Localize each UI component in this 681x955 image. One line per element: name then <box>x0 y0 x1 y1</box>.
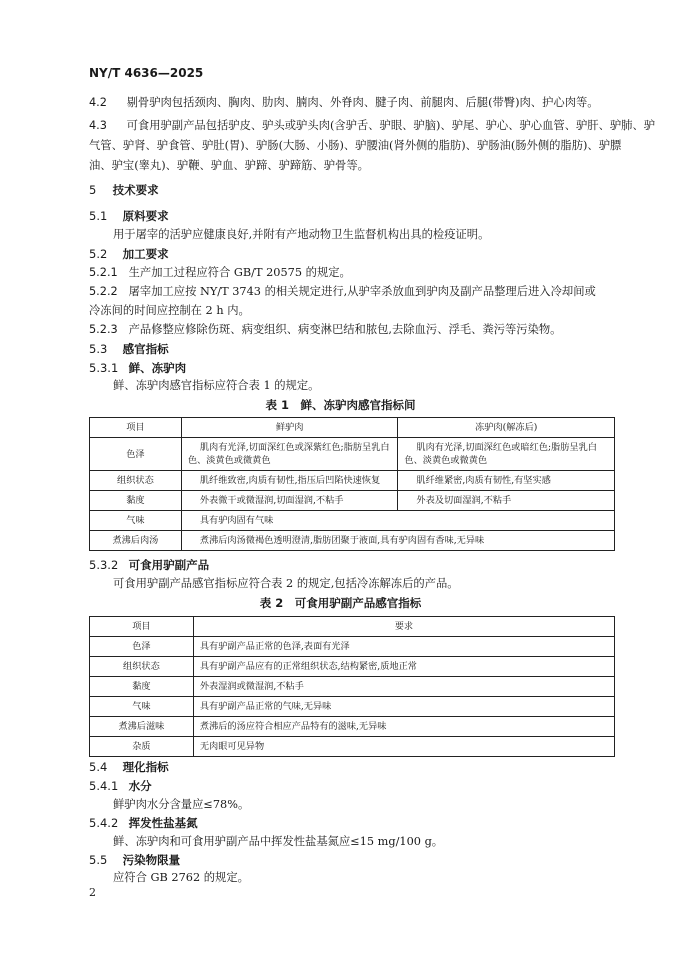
section-5-4-heading: 5.4 理化指标 <box>89 760 169 774</box>
table-row <box>90 697 615 717</box>
page-number: 2 <box>89 886 96 899</box>
clause-5-2-3: 5.2.3 产品修整应修除伤斑、病变组织、病变淋巴结和脓包,去除血污、浮毛、粪污等污染物。 <box>89 323 562 336</box>
table-cell: 具有驴副产品应有的正常组织状态,结构紧密,质地正常 <box>193 657 614 677</box>
section-5-1-text: 用于屠宰的活驴应健康良好,并附有产地动物卫生监督机构出具的检疫证明。 <box>113 228 490 241</box>
table-header-cell: 要求 <box>193 617 614 637</box>
table-cell: 外表微干或微湿润,切面湿润,不粘手 <box>181 491 398 511</box>
table-cell: 具有驴肉固有气味 <box>181 511 614 531</box>
table-row <box>90 637 615 657</box>
table-cell: 肌纤维致密,肉质有韧性,指压后凹陷快速恢复 <box>181 471 398 491</box>
table-row <box>90 531 615 551</box>
table-cell: 煮沸后滋味 <box>90 717 194 737</box>
table-cell: 具有驴副产品正常的气味,无异味 <box>193 697 614 717</box>
table-cell: 煮沸后肉汤 <box>90 531 182 551</box>
table-header-cell: 项目 <box>90 418 182 438</box>
section-5-3-2-text: 可食用驴副产品感官指标应符合表 2 的规定,包括冷冻解冻后的产品。 <box>113 577 459 590</box>
table-row <box>90 737 615 757</box>
clause-5-2-2: 5.2.2 屠宰加工应按 NY/T 3743 的相关规定进行,从驴宰杀放血到驴肉及副产品整理后进入冷却间或 <box>89 285 596 298</box>
table-cell: 煮沸后的汤应符合相应产品特有的滋味,无异味 <box>193 717 614 737</box>
section-5-2-heading: 5.2 加工要求 <box>89 247 169 261</box>
section-5-5-heading: 5.5 污染物限量 <box>89 853 181 867</box>
table-2 <box>89 616 615 757</box>
table-row <box>90 511 615 531</box>
section-5-heading: 5 技术要求 <box>89 183 159 197</box>
clause-4-3-line3: 油、驴宝(睾丸)、驴鞭、驴血、驴蹄、驴蹄筋、驴骨等。 <box>89 159 369 172</box>
table-row <box>90 677 615 697</box>
table-2-caption: 表 2 可食用驴副产品感官指标 <box>259 596 422 610</box>
table-row <box>90 471 615 491</box>
table-cell: 色泽 <box>90 438 182 471</box>
section-5-4-1-text: 鲜驴肉水分含量应≤78%。 <box>113 798 250 811</box>
table-cell: 无肉眼可见异物 <box>193 737 614 757</box>
table-cell: 煮沸后肉汤微褐色透明澄清,脂肪团聚于液面,具有驴肉固有香味,无异味 <box>181 531 614 551</box>
table-row <box>90 657 615 677</box>
table-header-cell: 项目 <box>90 617 194 637</box>
section-5-4-1-heading: 5.4.1 水分 <box>89 779 152 793</box>
section-5-3-1-heading: 5.3.1 鲜、冻驴肉 <box>89 361 187 375</box>
table-1 <box>89 417 615 551</box>
clause-4-3: 4.3 可食用驴副产品包括驴皮、驴头或驴头肉(含驴舌、驴眼、驴脑)、驴尾、驴心、驴心血管、驴肝、驴肺、驴 <box>89 119 656 132</box>
table-cell: 组织状态 <box>90 657 194 677</box>
table-row <box>90 418 615 438</box>
table-1-caption: 表 1 鲜、冻驴肉感官指标间 <box>265 398 416 412</box>
section-5-5-text: 应符合 GB 2762 的规定。 <box>113 871 249 884</box>
table-cell: 具有驴副产品正常的色泽,表面有光泽 <box>193 637 614 657</box>
table-header-cell: 冻驴肉(解冻后) <box>398 418 615 438</box>
table-cell: 黏度 <box>90 491 182 511</box>
clause-5-2-2-line2: 冷冻间的时间应控制在 2 h 内。 <box>89 304 250 317</box>
clause-4-3-line2: 气管、驴肾、驴食管、驴肚(胃)、驴肠(大肠、小肠)、驴腰油(肾外侧的脂肪)、驴肠油(肠外侧的脂肪)、驴膘 <box>89 139 622 152</box>
table-row <box>90 491 615 511</box>
table-cell: 肌肉有光泽,切面深红色或暗红色;脂肪呈乳白色、淡黄色或微黄色 <box>398 438 615 471</box>
table-cell: 外表及切面湿润,不粘手 <box>398 491 615 511</box>
section-5-1-heading: 5.1 原料要求 <box>89 209 169 223</box>
table-cell: 肌纤维紧密,肉质有韧性,有坚实感 <box>398 471 615 491</box>
table-row <box>90 717 615 737</box>
table-row <box>90 438 615 471</box>
table-cell: 肌肉有光泽,切面深红色或深紫红色;脂肪呈乳白色、淡黄色或微黄色 <box>181 438 398 471</box>
table-cell: 组织状态 <box>90 471 182 491</box>
table-cell: 外表湿润或微湿润,不粘手 <box>193 677 614 697</box>
section-5-3-2-heading: 5.3.2 可食用驴副产品 <box>89 558 210 572</box>
clause-5-2-1: 5.2.1 生产加工过程应符合 GB/T 20575 的规定。 <box>89 266 351 279</box>
table-cell: 杂质 <box>90 737 194 757</box>
table-cell: 气味 <box>90 511 182 531</box>
section-5-3-heading: 5.3 感官指标 <box>89 342 169 356</box>
table-cell: 黏度 <box>90 677 194 697</box>
table-row <box>90 617 615 637</box>
section-5-4-2-heading: 5.4.2 挥发性盐基氮 <box>89 816 198 830</box>
section-5-3-1-text: 鲜、冻驴肉感官指标应符合表 1 的规定。 <box>113 379 320 392</box>
standard-number: NY/T 4636—2025 <box>89 66 204 80</box>
clause-4-2: 4.2 剔骨驴肉包括颈肉、胸肉、肋肉、腩肉、外脊肉、腱子肉、前腿肉、后腿(带臀)肉、护心肉等。 <box>89 96 599 109</box>
table-cell: 气味 <box>90 697 194 717</box>
section-5-4-2-text: 鲜、冻驴肉和可食用驴副产品中挥发性盐基氮应≤15 mg/100 g。 <box>113 835 444 848</box>
table-cell: 色泽 <box>90 637 194 657</box>
table-header-cell: 鲜驴肉 <box>181 418 398 438</box>
